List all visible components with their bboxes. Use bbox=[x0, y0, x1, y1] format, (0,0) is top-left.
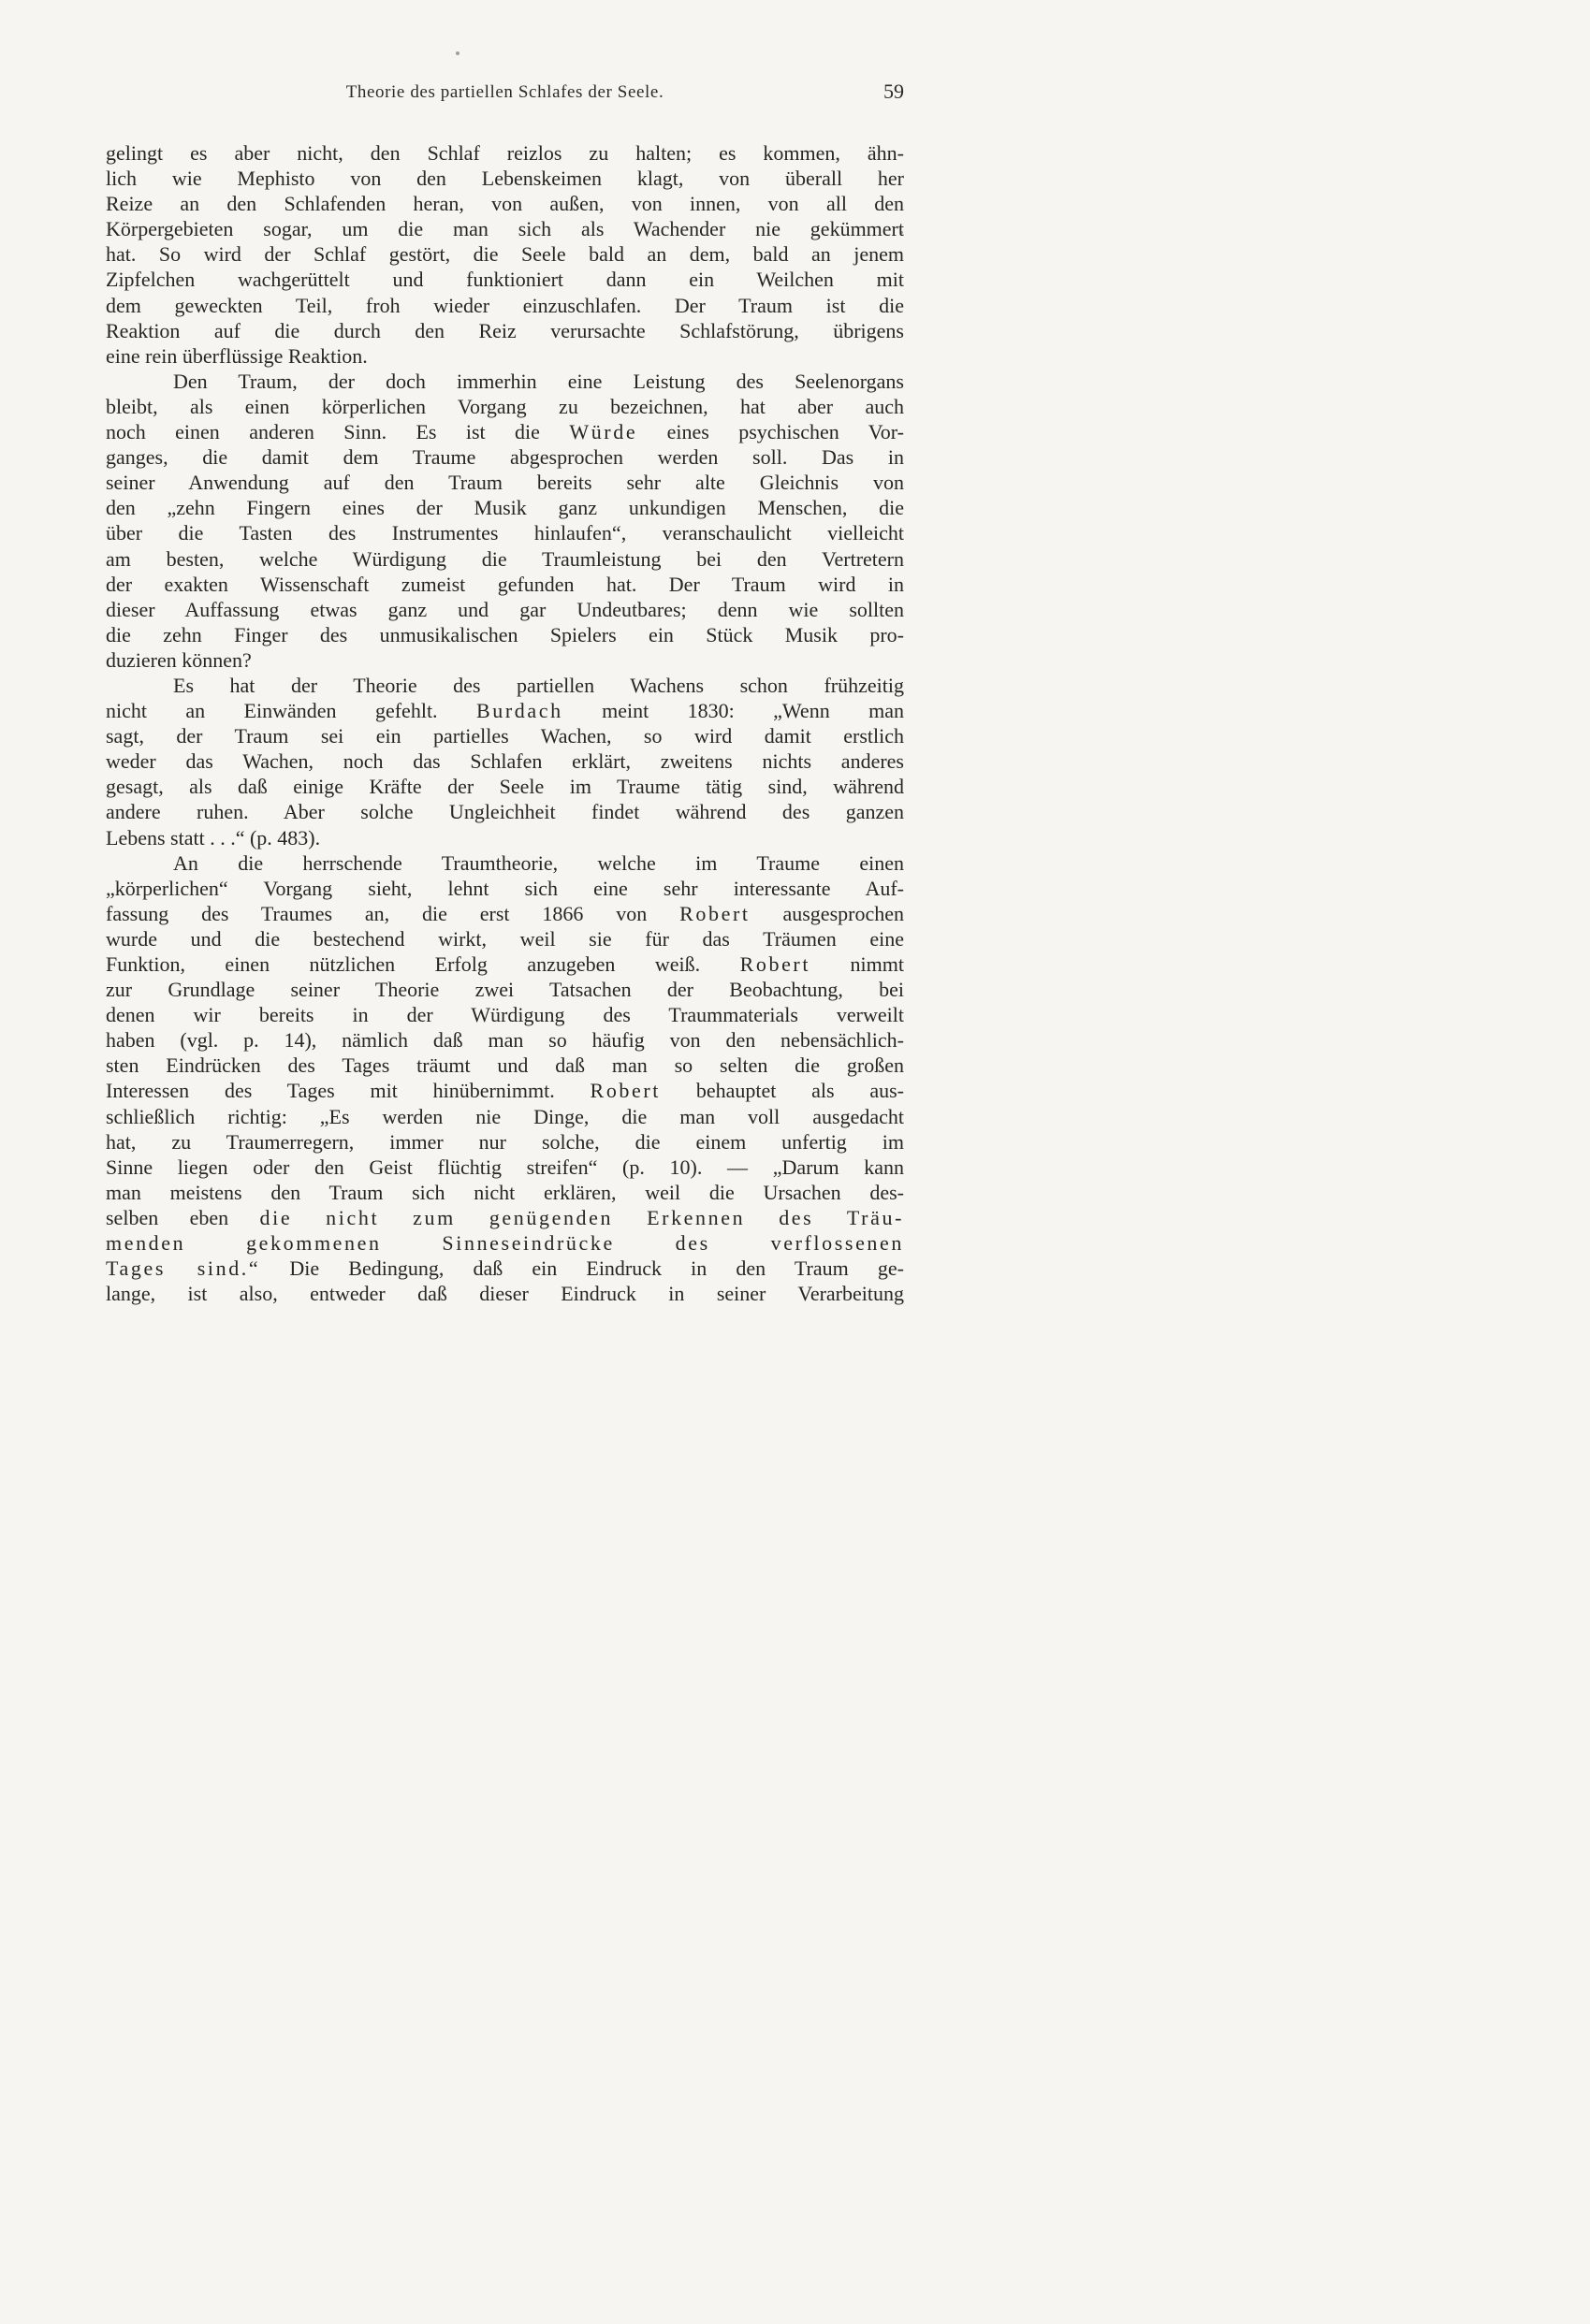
page-number: 59 bbox=[883, 80, 904, 103]
text-line bbox=[106, 1078, 904, 1103]
text-line bbox=[106, 673, 904, 698]
emphasized-text: Robert bbox=[739, 952, 811, 976]
text-segment: Zipfelchen wachgerüttelt und funktioniert dann ein Weilchen mit bbox=[106, 268, 904, 292]
text-segment: man meistens den Traum sich nicht erklären, weil die Ursachen des- bbox=[106, 1180, 904, 1204]
text-segment: sagt, der Traum sei ein partielles Wachen, so wird damit erstlich bbox=[106, 724, 904, 748]
text-line bbox=[106, 470, 904, 495]
text-segment: meint 1830: „Wenn man bbox=[562, 699, 904, 723]
text-line bbox=[106, 774, 904, 799]
text-line bbox=[106, 444, 904, 470]
text-segment: nimmt bbox=[810, 952, 904, 976]
text-segment: nicht an Einwänden gefehlt. bbox=[106, 699, 476, 723]
text-segment: Reaktion auf die durch den Reiz verursachte Schlafstörung, übrigens bbox=[106, 318, 904, 342]
text-segment: Körpergebieten sogar, um die man sich als Wachender nie gekümmert bbox=[106, 217, 904, 241]
text-line bbox=[106, 597, 904, 622]
text-line bbox=[106, 419, 904, 444]
text-segment: Sinne liegen oder den Geist flüchtig streifen“ (p. 10). — „Darum kann bbox=[106, 1155, 904, 1179]
emphasized-text: Tages sind.“ bbox=[106, 1256, 261, 1281]
text-line bbox=[106, 1205, 904, 1230]
text-segment: Reize an den Schlafenden heran, von außen, von innen, von all den bbox=[106, 192, 904, 216]
text-segment: denen wir bereits in der Würdigung des Traummaterials verweilt bbox=[106, 1003, 904, 1027]
page-header bbox=[106, 82, 904, 107]
text-segment: Es hat der Theorie des partiellen Wachens schon frühzeitig bbox=[173, 673, 904, 697]
text-segment: hat, zu Traumerregern, immer nur solche, die einem unfertig im bbox=[106, 1129, 904, 1154]
text-segment: lange, ist also, entweder daß dieser Eindruck in seiner Verarbeitung bbox=[106, 1282, 904, 1306]
text-segment: „körperlichen“ Vorgang sieht, lehnt sich eine sehr interessante Auf- bbox=[106, 876, 904, 900]
text-line bbox=[106, 343, 904, 369]
text-line bbox=[106, 369, 904, 394]
text-line bbox=[106, 1281, 904, 1306]
text-line bbox=[106, 1129, 904, 1155]
text-segment: hat. So wird der Schlaf gestört, die Seele bald an dem, bald an jenem bbox=[106, 242, 904, 267]
text-line bbox=[106, 166, 904, 191]
text-segment: dem geweckten Teil, froh wieder einzuschlafen. Der Traum ist die bbox=[106, 293, 904, 317]
text-segment: wurde und die bestechend wirkt, weil sie für das Träumen eine bbox=[106, 926, 904, 951]
emphasized-text: die nicht zum genügenden Erkennen des Träu- bbox=[259, 1205, 904, 1229]
text-line bbox=[106, 1155, 904, 1180]
text-line bbox=[106, 191, 904, 216]
text-segment: dieser Auffassung etwas ganz und gar Undeutbares; denn wie sollten bbox=[106, 597, 904, 621]
text-segment: der exakten Wissenschaft zumeist gefunden hat. Der Traum wird in bbox=[106, 572, 904, 596]
text-segment: haben (vgl. p. 14), nämlich daß man so häufig von den nebensächlich- bbox=[106, 1028, 904, 1053]
text-line bbox=[106, 1027, 904, 1053]
emphasized-text: Robert bbox=[679, 901, 751, 925]
text-segment: duzieren können? bbox=[106, 647, 252, 672]
text-segment: schließlich richtig: „Es werden nie Dinge, die man voll ausgedacht bbox=[106, 1104, 904, 1128]
text-line bbox=[106, 267, 904, 292]
emphasized-text: Burdach bbox=[475, 699, 563, 723]
text-line bbox=[106, 1104, 904, 1129]
text-segment: die zehn Finger des unmusikalischen Spielers ein Stück Musik pro- bbox=[106, 622, 904, 646]
text-line bbox=[106, 799, 904, 824]
text-segment: An die herrschende Traumtheorie, welche im Traume einen bbox=[173, 850, 904, 875]
text-segment: gelingt es aber nicht, den Schlaf reizlos zu halten; es kommen, ähn- bbox=[106, 141, 904, 165]
scan-artifact-dot bbox=[456, 51, 459, 55]
emphasized-text: Robert bbox=[590, 1079, 662, 1103]
text-line bbox=[106, 647, 904, 673]
text-line bbox=[106, 140, 904, 166]
text-segment: zur Grundlage seiner Theorie zwei Tatsachen der Beobachtung, bei bbox=[106, 978, 904, 1002]
text-segment: fassung des Traumes an, die erst 1866 von bbox=[106, 901, 680, 925]
text-line bbox=[106, 825, 904, 850]
emphasized-text: Würde bbox=[569, 420, 638, 444]
text-line bbox=[106, 1256, 904, 1281]
text-segment: ganges, die damit dem Traume abgesprochen werden soll. Das in bbox=[106, 445, 904, 470]
running-title: Theorie des partiellen Schlafes der Seele. bbox=[345, 82, 664, 102]
text-segment: Interessen des Tages mit hinübernimmt. bbox=[106, 1079, 591, 1103]
text-line bbox=[106, 622, 904, 647]
text-segment: Den Traum, der doch immerhin eine Leistung des Seelenorgans bbox=[173, 369, 904, 393]
text-line bbox=[106, 1002, 904, 1027]
text-segment: gesagt, als daß einige Kräfte der Seele im Traume tätig sind, während bbox=[106, 775, 904, 799]
text-line bbox=[106, 1180, 904, 1205]
text-line bbox=[106, 495, 904, 520]
text-segment: bleibt, als einen körperlichen Vorgang zu bezeichnen, hat aber auch bbox=[106, 394, 904, 418]
text-segment: Die Bedingung, daß ein Eindruck in den Traum ge- bbox=[260, 1256, 904, 1281]
text-line bbox=[106, 901, 904, 926]
text-line bbox=[106, 572, 904, 597]
text-segment: andere ruhen. Aber solche Ungleichheit findet während des ganzen bbox=[106, 800, 904, 824]
page-body bbox=[106, 140, 904, 1306]
text-segment: weder das Wachen, noch das Schlafen erklärt, zweitens nichts anderes bbox=[106, 749, 904, 774]
text-line bbox=[106, 241, 904, 267]
text-line bbox=[106, 216, 904, 241]
text-segment: sten Eindrücken des Tages träumt und daß man so selten die großen bbox=[106, 1053, 904, 1078]
text-segment: ausgesprochen bbox=[750, 901, 904, 925]
text-line bbox=[106, 977, 904, 1002]
text-segment: seiner Anwendung auf den Traum bereits sehr alte Gleichnis von bbox=[106, 471, 904, 495]
text-segment: lich wie Mephisto von den Lebenskeimen klagt, von überall her bbox=[106, 167, 904, 191]
text-line bbox=[106, 748, 904, 774]
text-segment: noch einen anderen Sinn. Es ist die bbox=[106, 420, 570, 444]
text-segment: eines psychischen Vor- bbox=[637, 420, 904, 444]
text-line bbox=[106, 926, 904, 951]
text-segment: eine rein überflüssige Reaktion. bbox=[106, 343, 368, 368]
text-column bbox=[106, 82, 904, 1306]
text-segment: selben eben bbox=[106, 1205, 260, 1229]
emphasized-text: menden gekommenen Sinneseindrücke des verflossenen bbox=[106, 1231, 904, 1256]
text-line bbox=[106, 876, 904, 901]
text-line bbox=[106, 394, 904, 419]
text-line bbox=[106, 546, 904, 572]
text-segment: Funktion, einen nützlichen Erfolg anzugeben weiß. bbox=[106, 952, 740, 976]
text-segment: Lebens statt . . .“ (p. 483). bbox=[106, 825, 321, 850]
text-line bbox=[106, 318, 904, 343]
text-segment: über die Tasten des Instrumentes hinlaufen“, veranschaulicht vielleicht bbox=[106, 521, 904, 545]
text-line bbox=[106, 951, 904, 977]
text-line bbox=[106, 1053, 904, 1078]
text-line bbox=[106, 520, 904, 545]
text-segment: behauptet als aus- bbox=[661, 1079, 905, 1103]
text-line bbox=[106, 698, 904, 723]
text-line bbox=[106, 723, 904, 748]
text-line bbox=[106, 1230, 904, 1256]
text-line bbox=[106, 850, 904, 876]
text-line bbox=[106, 293, 904, 318]
text-segment: am besten, welche Würdigung die Traumleistung bei den Vertretern bbox=[106, 546, 904, 571]
text-segment: den „zehn Fingern eines der Musik ganz unkundigen Menschen, die bbox=[106, 496, 904, 520]
